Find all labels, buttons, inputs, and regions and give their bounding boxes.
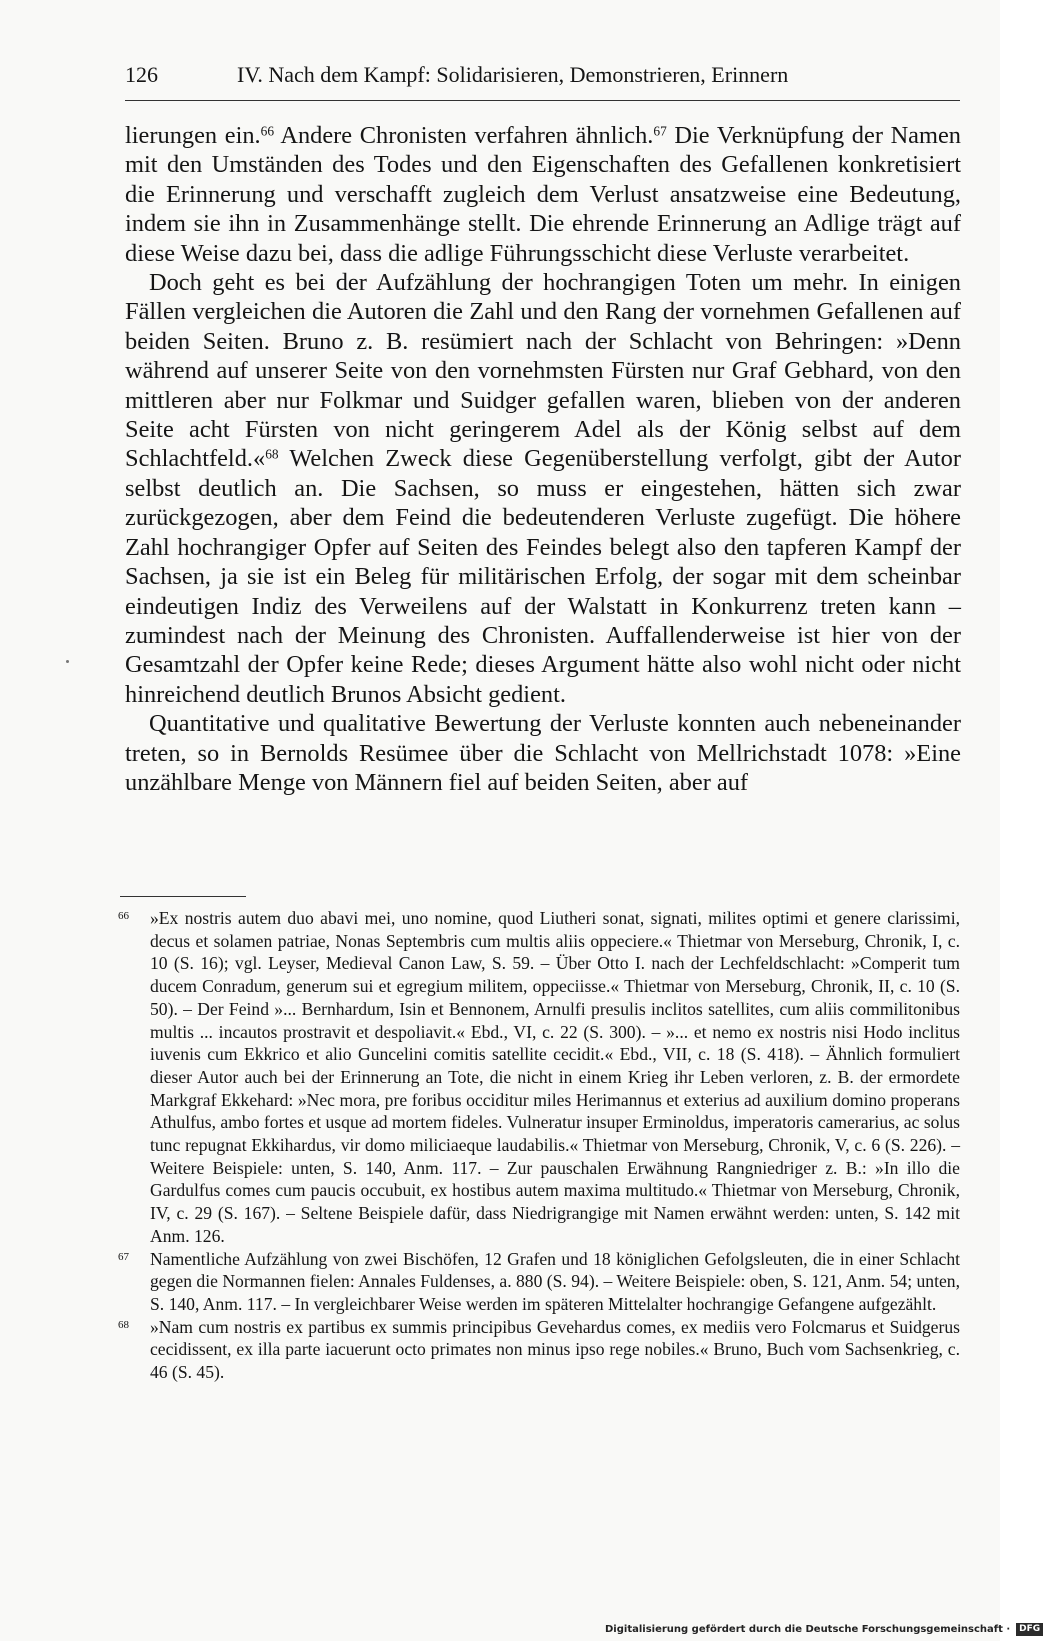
footnote-separator <box>120 896 246 897</box>
text-run: Doch geht es bei der Aufzählung der hochrangigen Toten um mehr. In einigen Fällen vergleichen die Autoren die Zahl und den Rang der vornehmen Gefallenen auf beiden Seiten. Bruno z. B. resümiert nach der Schlacht von Behringen: »Denn während auf unserer Seite von den vornehmsten Fürsten nur Graf Gebhard, von den mittleren aber nur Folkmar und Suidger gefallen waren, blieben von der anderen Seite acht Fürsten von nicht geringerem Adel als der König selbst auf dem Schlachtfeld.« <box>125 269 961 473</box>
footnote-number: 67 <box>118 1250 129 1263</box>
text-run: Andere Chronisten verfahren ähnlich. <box>274 122 654 149</box>
page-header <box>125 62 960 101</box>
footnote-number: 68 <box>118 1318 129 1331</box>
text-run: Welchen Zweck diese Gegenüberstellung verfolgt, gibt der Autor selbst deutlich an. Die Sachsen, so muss er eingestehen, hätten sich zwar zurückgezogen, aber dem Feind die bedeutenderen Verluste zugefügt. Die höhere Zahl hochrangiger Opfer auf Seiten des Feindes belegt also den tapferen Kampf der Sachsen, ja sie ist ein Beleg für militärischen Erfolg, der sogar mit dem scheinbar eindeutigen Indiz des Verweilens auf der Walstatt in Konkurrenz treten kann – zumindest nach der Meinung des Chronisten. Auffallenderweise ist hier von der Gesamtzahl der Opfer keine Rede; dieses Argument hätte also wohl nicht oder nicht hinreichend deutlich Brunos Absicht gedient. <box>125 445 961 708</box>
text-run: Quantitative und qualitative Bewertung der Verluste konnten auch nebeneinander treten, so in Bernolds Resümee über die Schlacht von Mellrichstadt 1078: »Eine unzählbare Menge von Männern fiel auf beiden Seiten, aber auf <box>125 710 961 796</box>
digitization-note: Digitalisierung gefördert durch die Deutsche Forschungsgemeinschaft · <box>605 1623 1011 1635</box>
footnote-number: 66 <box>118 910 129 922</box>
page-number: 126 <box>125 62 158 87</box>
footnote-text: »Nam cum nostris ex partibus ex summis principibus Gevehardus comes, ex mediis vero Folcmarus et Suidgerus cecidissent, ex illa parte iacuerunt octo primates non minus ipso rege nobiles.« Bruno, Buch vom Sachsenkrieg, c. 46 (S. 45). <box>150 1316 960 1383</box>
text-run: lierungen ein. <box>125 122 261 149</box>
footnotes <box>118 907 960 1384</box>
paragraph-2 <box>125 268 961 709</box>
margin-mark <box>66 660 69 663</box>
dfg-logo: DFG <box>1016 1623 1043 1636</box>
footnote-68 <box>118 1316 960 1384</box>
paragraph-1 <box>125 121 961 268</box>
digitization-footer <box>605 1622 1043 1636</box>
footnote-text: Namentliche Aufzählung von zwei Bischöfen, 12 Grafen und 18 königlichen Gefolgsleuten, die in einer Schlacht gegen die Normannen fielen: Annales Fuldenses, a. 880 (S. 94). – Weitere Beispiele: oben, S. 121, Anm. 54; unten, S. 140, Anm. 117. – In vergleichbarer Weise werden im späteren Mittelalter hochrangige Gefangene aufgezählt. <box>150 1248 960 1314</box>
footnote-reference-68: 68 <box>265 447 279 463</box>
footnote-reference-67: 67 <box>653 123 667 139</box>
main-text <box>125 121 961 797</box>
footnote-reference-66: 66 <box>260 123 275 139</box>
footnote-66 <box>118 907 960 1248</box>
footnote-text: »Ex nostris autem duo abavi mei, uno nomine, quod Liutheri sonat, signati, milites optimi et genere clarissimi, decus et solamen patriae, Nonas Septembris cum multis aliis oppeciere.« Thietmar von Merseburg, Chronik, I, c. 10 (S. 16); vgl. Leyser, Medieval Canon Law, S. 59. – Über Otto I. nach der Lechfeldschlacht: »Comperit tum ducem Conradum, generum sui et egregium militem, oppeciisse.« Thietmar von Merseburg, Chronik, II, c. 10 (S. 50). – Der Feind »... Bernhardum, Isin et Bennonem, Arnulfi presulis inclitos satellites, cum aliis commilitonibus multis ... incautos prostravit et despoliavit.« Ebd., VI, c. 22 (S. 300). – »... et nemo ex nostris nisi Hodo inclitus iuvenis cum Ekkrico et alio Guncelini comitis satellite cecidit.« Ebd., VII, c. 18 (S. 418). – Ähnlich formuliert dieser Autor auch bei der Erinnerung an Tote, die nicht in einem Krieg ihr Leben verloren, z. B. der ermordete Markgraf Ekkehard: »Nec mora, pre foribus occiditur miles Herimannus et exterius ad auxilium domino properans Athulfus, ambo fortes et usque ad mortem fideles. Vulneratur insuper Erminoldus, imperatoris camerarius, ac solus tunc repugnat Ekkihardus, vir domo miliciaeque laudabilis.« Thietmar von Merseburg, Chronik, V, c. 6 (S. 226). – Weitere Beispiele: unten, S. 140, Anm. 117. – Zur pauschalen Erwähnung Rangniedriger z. B.: »In illo die Gardulfus comes cum paucis occubuit, ex hostibus autem maxima multitudo.« Thietmar von Merseburg, Chronik, IV, c. 29 (S. 167). – Seltene Beispiele dafür, dass Niedrigrangige mit Namen erwähnt werden: unten, S. 142 mit Anm. 126. <box>150 908 960 1246</box>
text-run: Die Verknüpfung der Namen mit den Umständen des Todes und den Eigenschaften des Gefallenen konkretisiert die Erinnerung und verschafft zugleich dem Verlust ansatzweise eine Bedeutung, indem sie ihn in Zusammenhänge stellt. Die ehrende Erinnerung an Adlige trägt auf diese Weise dazu bei, dass die adlige Führungsschicht diese Verluste verarbeitet. <box>125 122 962 267</box>
running-title: IV. Nach dem Kampf: Solidarisieren, Demonstrieren, Erinnern <box>237 62 789 87</box>
footnote-67 <box>118 1248 960 1316</box>
paragraph-3 <box>125 709 961 797</box>
